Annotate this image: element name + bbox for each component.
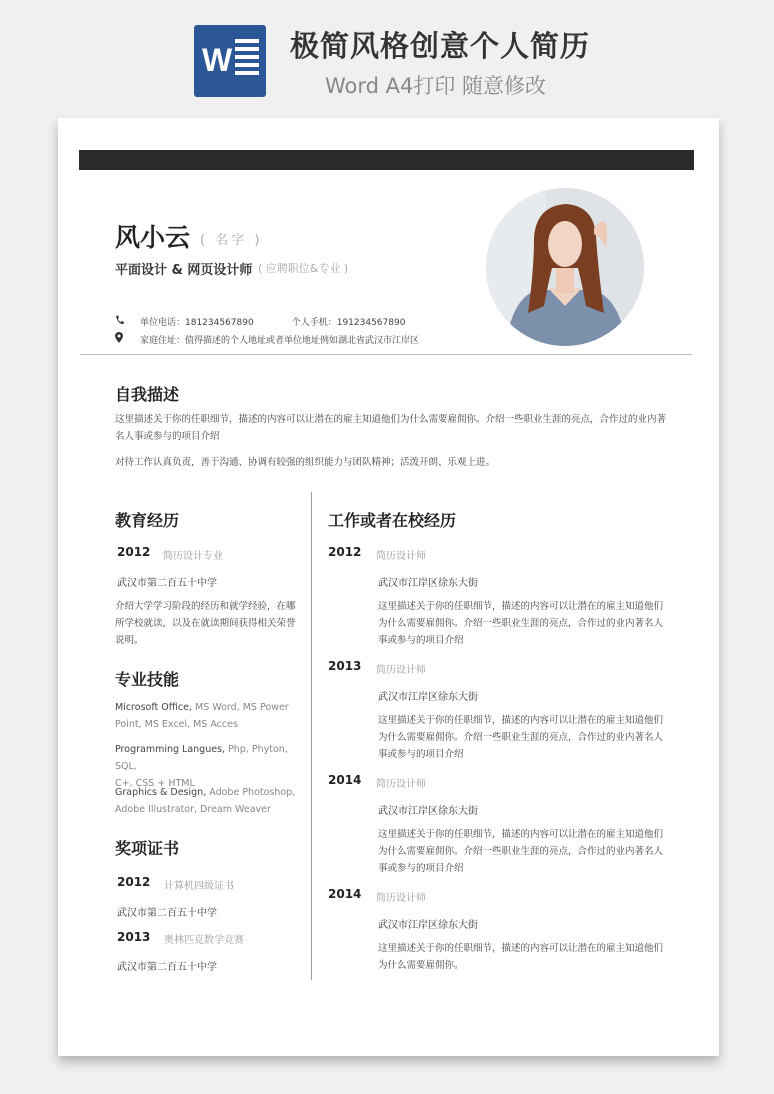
banner-subtitle: Word A4打印 随意修改 (325, 74, 547, 98)
work-place: 武汉市江岸区徐东大街 (378, 806, 478, 817)
education-title: 教育经历 (115, 511, 180, 530)
banner (0, 0, 774, 110)
address-row (115, 332, 419, 346)
work-role: 简历设计师 (376, 551, 426, 562)
self-desc-line: 名人事或参与的项目介绍 (115, 431, 220, 442)
work-year: 2014 (328, 887, 362, 901)
work-desc: 这里描述关于你的任职细节，描述的内容可以让潜在的雇主知道他们 (378, 715, 664, 726)
work-role: 简历设计师 (376, 665, 426, 676)
work-desc: 为什么需要雇佣你。 (378, 960, 464, 971)
work-phone: 单位电话：181234567890 (140, 318, 254, 328)
education-year: 2012 (117, 545, 151, 559)
banner-title: 极简风格创意个人简历 (290, 29, 591, 63)
award-year: 2012 (117, 875, 151, 889)
award-year: 2013 (117, 930, 151, 944)
work-place: 武汉市江岸区徐东大街 (378, 920, 478, 931)
name-hint: ( 名字 ) (200, 233, 263, 248)
education-desc: 所学校就读，以及在就读期间获得相关荣誉 (115, 618, 296, 629)
work-year: 2014 (328, 773, 362, 787)
work-desc: 为什么需要雇佣你。介绍一些职业生涯的亮点，合作过的业内著名人 (378, 732, 664, 743)
resume-page (58, 118, 719, 1056)
job-position: 平面设计 & 网页设计师 (115, 263, 253, 278)
education-desc: 说明。 (115, 635, 144, 646)
work-title: 工作或者在校经历 (328, 511, 457, 530)
award-school: 武汉市第二百五十中学 (117, 962, 217, 973)
award-name: 奥林匹克数学竞赛 (164, 935, 244, 946)
work-desc: 这里描述关于你的任职细节，描述的内容可以让潜在的雇主知道他们 (378, 601, 664, 612)
word-document-icon: W (194, 25, 266, 97)
skill-item: Graphics & Design, Adobe Photoshop, Adobe Illustrator, Dream Weaver (115, 787, 296, 815)
profile-photo (486, 188, 644, 346)
award-name: 计算机四级证书 (164, 881, 234, 892)
phone-icon (115, 315, 129, 328)
work-desc: 事或参与的项目介绍 (378, 635, 464, 646)
work-role: 简历设计师 (376, 779, 426, 790)
work-desc: 事或参与的项目介绍 (378, 749, 464, 760)
column-divider (311, 492, 312, 980)
skill-item: Microsoft Office, MS Word, MS Power Point, MS Excel, MS Acces (115, 702, 289, 730)
work-desc: 为什么需要雇佣你。介绍一些职业生涯的亮点，合作过的业内著名人 (378, 846, 664, 857)
position-hint: ( 应聘职位&专业 ) (258, 262, 349, 275)
self-desc-attitude: 对待工作认真负责，善于沟通、协调有较强的组织能力与团队精神；活泼开朗、乐观上进。 (115, 457, 496, 468)
work-year: 2013 (328, 659, 362, 673)
phone-row (115, 315, 405, 328)
work-place: 武汉市江岸区徐东大街 (378, 692, 478, 703)
self-desc-title: 自我描述 (115, 385, 180, 404)
education-desc: 介绍大学学习阶段的经历和就学经验，在哪 (115, 601, 296, 612)
home-address: 家庭住址：值得描述的个人地址或者单位地址例如湖北省武汉市江岸区 (140, 335, 420, 346)
person-name: 风小云 (115, 223, 191, 252)
self-desc-line: 这里描述关于你的任职细节，描述的内容可以让潜在的雇主知道他们为什么需要雇佣你。介绍一些职业生涯的亮点，合作过的业内著 (115, 414, 667, 425)
awards-title: 奖项证书 (115, 839, 180, 858)
education-school: 武汉市第二百五十中学 (117, 578, 217, 589)
skills-title: 专业技能 (115, 670, 180, 689)
header-divider (80, 354, 692, 355)
work-desc: 这里描述关于你的任职细节，描述的内容可以让潜在的雇主知道他们 (378, 829, 664, 840)
skill-item: Programming Langues, Php, Phyton, SQL, C+, CSS + HTML (115, 744, 288, 789)
award-school: 武汉市第二百五十中学 (117, 908, 217, 919)
mobile-phone: 个人手机：191234567890 (291, 318, 406, 328)
work-desc: 为什么需要雇佣你。介绍一些职业生涯的亮点，合作过的业内著名人 (378, 618, 664, 629)
work-year: 2012 (328, 545, 362, 559)
work-desc: 事或参与的项目介绍 (378, 863, 464, 874)
work-role: 简历设计师 (376, 893, 426, 904)
education-major: 简历设计专业 (163, 551, 223, 562)
header-bar (79, 150, 694, 170)
location-pin-icon (115, 332, 129, 346)
work-desc: 这里描述关于你的任职细节，描述的内容可以让潜在的雇主知道他们 (378, 943, 664, 954)
work-place: 武汉市江岸区徐东大街 (378, 578, 478, 589)
